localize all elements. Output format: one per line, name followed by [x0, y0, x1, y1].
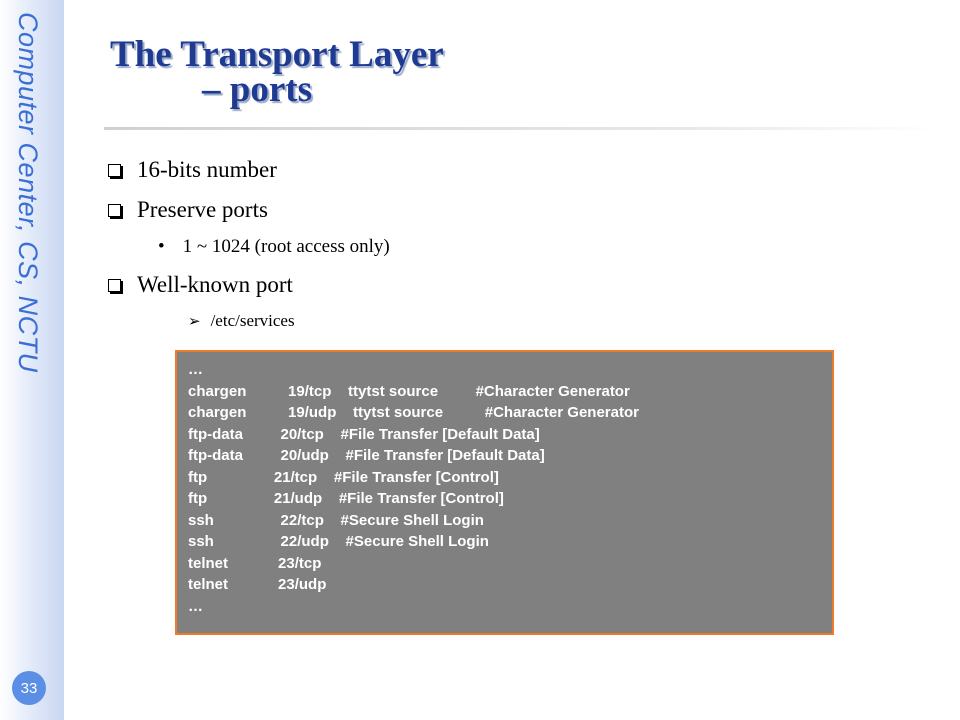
services-line: ftp 21/tcp #File Transfer [Control] [188, 468, 499, 486]
sub-bullet-item [158, 236, 390, 258]
services-line: chargen 19/tcp ttytst source #Character Generator [188, 382, 630, 400]
services-line: telnet 23/tcp [188, 554, 322, 572]
services-line: telnet 23/udp [188, 576, 327, 593]
services-line: chargen 19/udp ttytst source #Character Generator [188, 404, 639, 421]
services-line: ftp-data 20/udp #File Transfer [Default Data] [188, 447, 545, 464]
bullet-text: /etc/services [210, 311, 295, 330]
services-line: ssh 22/udp #Secure Shell Login [188, 533, 489, 550]
arrow-bullet-icon: ➢ [188, 312, 201, 330]
bullet-item [108, 272, 293, 298]
title-divider [104, 127, 940, 130]
sub-sub-bullet-item [188, 311, 295, 331]
services-line: ssh 22/tcp #Secure Shell Login [188, 511, 484, 529]
checkbox-bullet-icon [108, 279, 121, 292]
slide-title [110, 36, 444, 108]
bullet-text: 1 ~ 1024 (root access only) [182, 236, 390, 257]
checkbox-bullet-icon [108, 164, 121, 177]
bullet-item [108, 157, 277, 183]
bullet-text: Well-known port [137, 272, 293, 297]
bullet-text: 16-bits number [137, 157, 277, 182]
page-number-badge: 33 [12, 671, 46, 705]
checkbox-bullet-icon [108, 204, 121, 217]
title-line-2: – ports [202, 69, 312, 110]
services-file-excerpt [175, 350, 834, 635]
services-line: … [188, 361, 203, 378]
sidebar-caption: Computer Center, CS, NCTU [13, 12, 43, 373]
services-line: ftp 21/udp #File Transfer [Control] [188, 490, 504, 507]
dot-bullet-icon: • [158, 236, 165, 257]
title-line-1: The Transport Layer [110, 34, 444, 75]
sidebar [0, 0, 64, 720]
services-line: … [188, 597, 203, 615]
bullet-item [108, 197, 268, 223]
bullet-text: Preserve ports [137, 197, 268, 222]
services-line: ftp-data 20/tcp #File Transfer [Default Data] [188, 425, 540, 443]
